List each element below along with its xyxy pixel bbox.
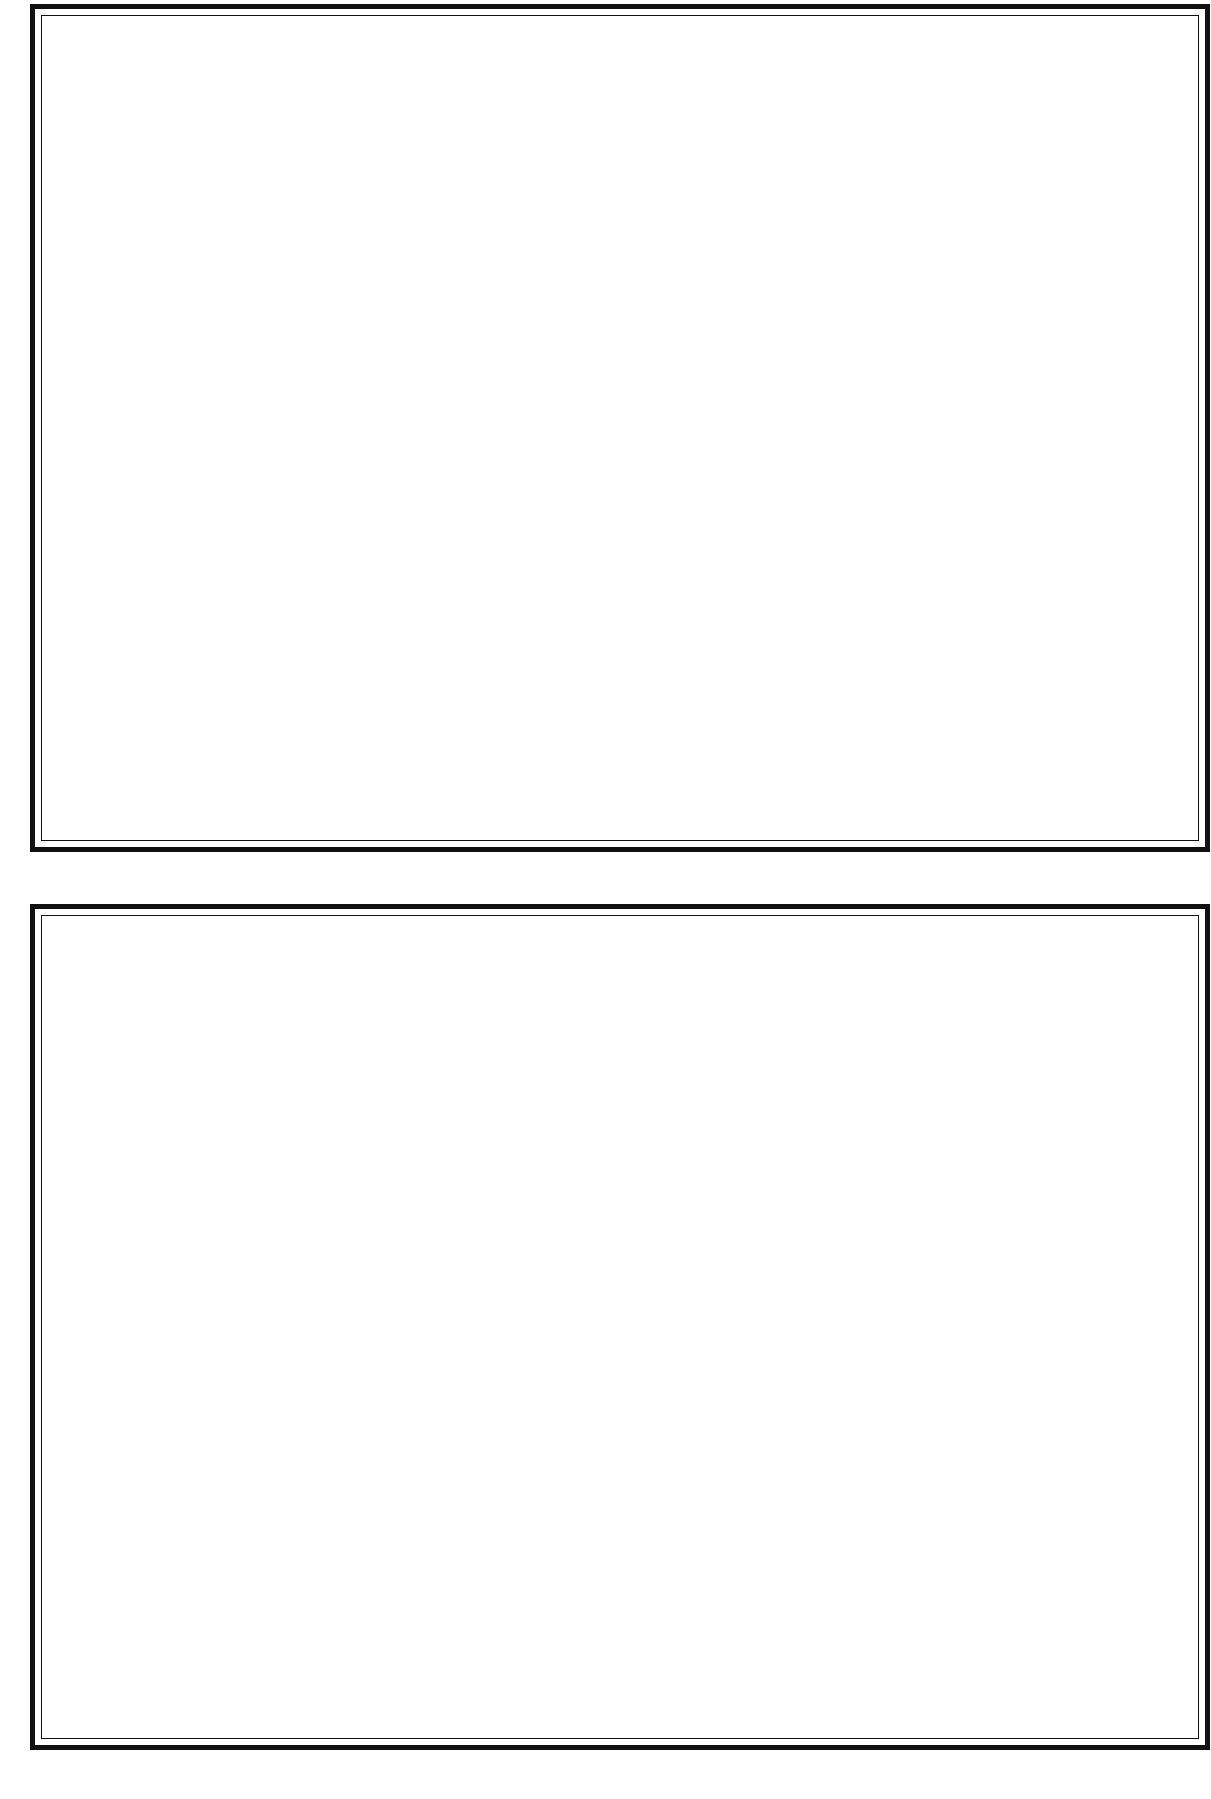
- text-columns-bottom: [45, 919, 1195, 1735]
- page-bottom: [30, 904, 1210, 1750]
- page-top: [30, 4, 1210, 852]
- text-columns-top: [45, 19, 1195, 837]
